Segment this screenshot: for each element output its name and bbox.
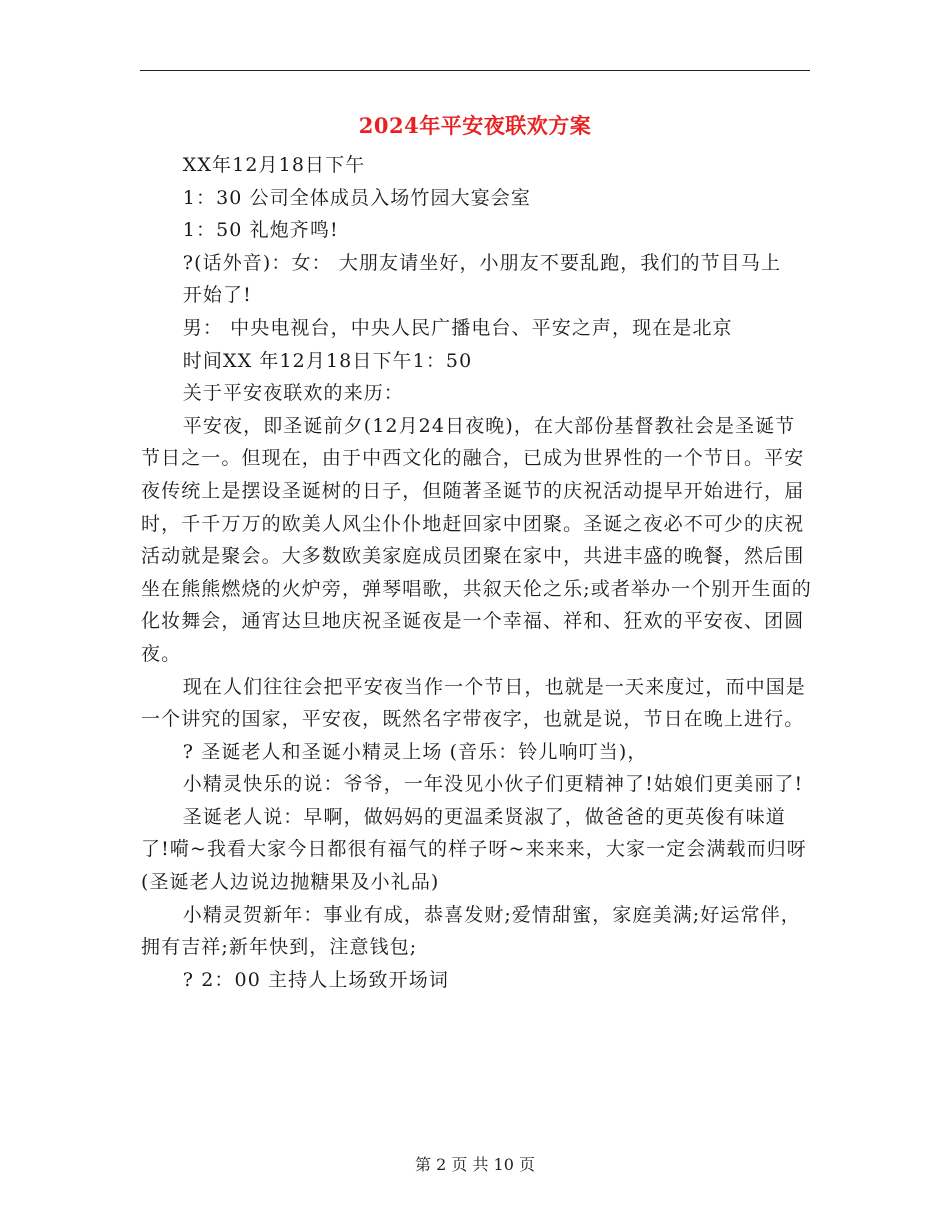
paragraph-entry-time: 1：30 公司全体成员入场竹园大宴会室 [182, 186, 532, 209]
paragraph-host-opening: ? 2：00 主持人上场致开场词 [182, 968, 449, 991]
paragraph-salute-time: 1：50 礼炮齐鸣! [182, 219, 339, 242]
header-rule [140, 70, 810, 71]
document-body [141, 149, 813, 996]
paragraph-voiceover-female: ?(话外音)：女： 大朋友请坐好，小朋友不要乱跑，我们的节目马上 [182, 251, 782, 274]
page-number: 第 2 页 共 10 页 [415, 1155, 535, 1174]
paragraph-voiceover-start: 开始了! [182, 284, 252, 307]
document-title: 2024年平安夜联欢方案 [358, 113, 592, 138]
paragraph-date: XX年12月18日下午 [182, 154, 366, 176]
paragraph-santa-enter: ? 圣诞老人和圣诞小精灵上场 (音乐：铃儿响叮当)， [182, 740, 648, 763]
paragraph-santa-speech: 圣诞老人说：早啊，做妈妈的更温柔贤淑了，做爸爸的更英俊有味道了!嗬~我看大家今日都很有福气的样子呀~来来来，大家一定会满载而归呀(圣诞老人边说边抛糖果及小礼品) [141, 805, 807, 894]
paragraph-modern-custom: 现在人们往往会把平安夜当作一个节日，也就是一天来度过，而中国是一个讲究的国家，平安夜，既然名字带夜字，也就是说，节日在晚上进行。 [141, 675, 806, 731]
paragraph-beijing-time: 时间XX 年12月18日下午1：50 [182, 349, 473, 372]
paragraph-voiceover-male: 男： 中央电视台，中央人民广播电台、平安之声，现在是北京 [182, 316, 733, 339]
paragraph-elf-greeting: 小精灵贺新年：事业有成，恭喜发财;爱情甜蜜，家庭美满;好运常伴，拥有吉祥;新年快到，注意钱包; [141, 903, 801, 959]
paragraph-elf-speech: 小精灵快乐的说：爷爷，一年没见小伙子们更精神了!姑娘们更美丽了! [182, 773, 804, 796]
paragraph-origin-body: 平安夜，即圣诞前夕(12月24日夜晚)，在大部份基督教社会是圣诞节节日之一。但现在，由于中西文化的融合，已成为世界性的一个节日。平安夜传统上是摆设圣诞树的日子，但随著圣诞节的庆祝活动提早开始进行，届时，千千万万的欧美人风尘仆仆地赶回家中团聚。圣诞之夜必不可少的庆祝活动就是聚会。大多数欧美家庭成员团聚在家中，共进丰盛的晚餐，然后围坐在熊熊燃烧的火炉旁，弹琴唱歌，共叙天伦之乐;或者举办一个别开生面的化妆舞会，通宵达旦地庆祝圣诞夜是一个幸福、祥和、狂欢的平安夜、团圆夜。 [141, 414, 812, 665]
paragraph-origin-heading: 关于平安夜联欢的来历： [182, 382, 404, 405]
